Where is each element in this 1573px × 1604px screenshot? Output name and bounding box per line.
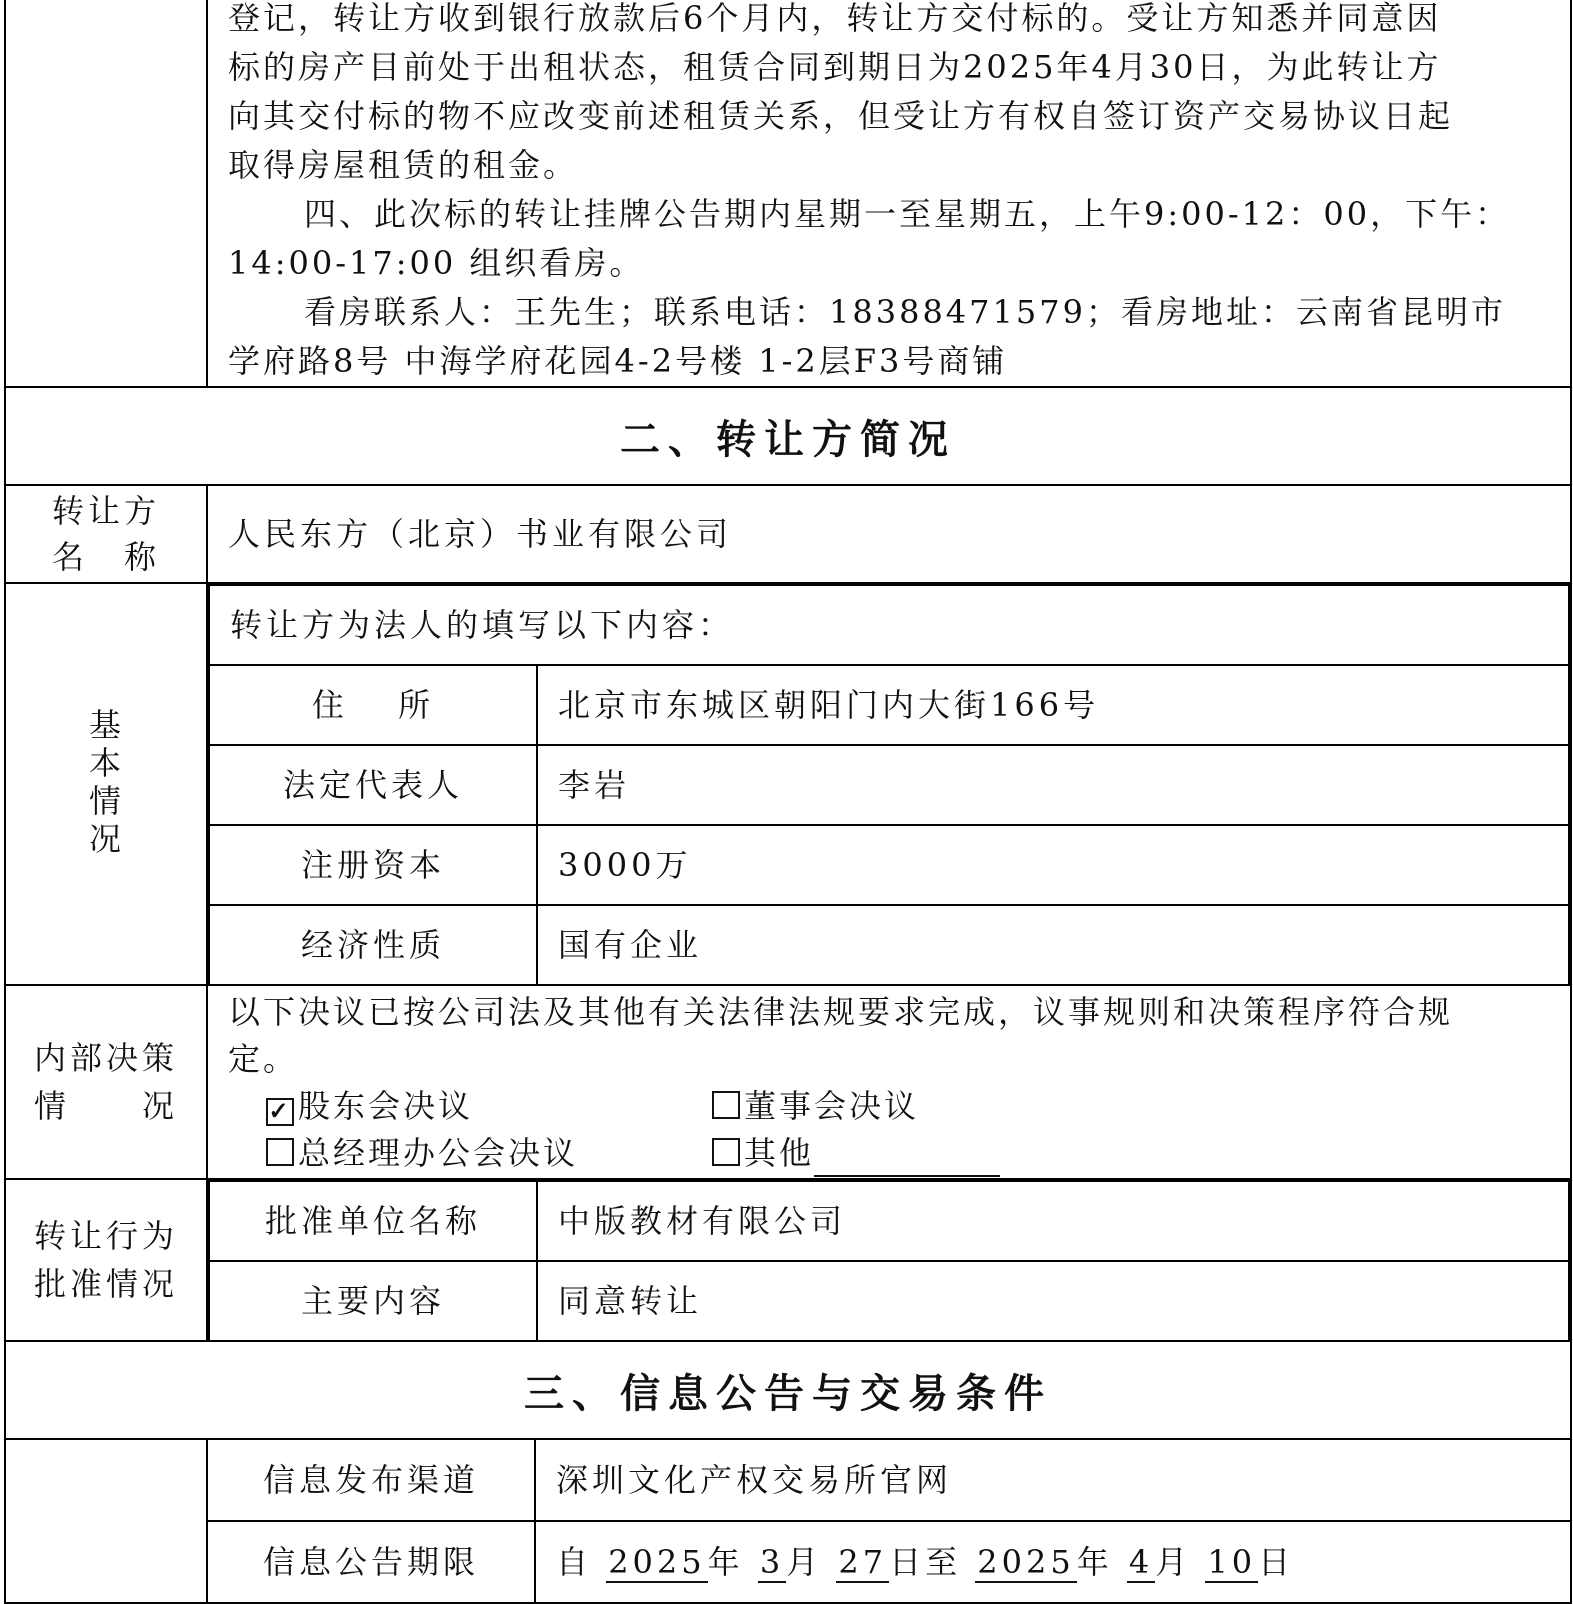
- transferor-name-label: [5, 485, 207, 583]
- basic-info-item: [209, 825, 1569, 905]
- viewing-contact-line: 看房联系人：王先生；联系电话：18388471579；看房地址：云南省昆明市: [304, 293, 1506, 331]
- channel-label: 信息发布渠道: [207, 1439, 535, 1521]
- period-label: 信息公告期限: [207, 1521, 535, 1603]
- basic-info-label-char: 况: [89, 819, 126, 858]
- basic-info-label-char: 情: [89, 781, 126, 820]
- checkbox-icon[interactable]: [712, 1138, 740, 1166]
- legal-representative-label: 法定代表人: [209, 745, 537, 825]
- viewing-address-line: 学府路8号 中海学府花园4-2号楼 1-2层F3号商铺: [228, 342, 1008, 380]
- basic-info-inner-table: [208, 584, 1570, 984]
- registered-capital-value: 3000万: [537, 825, 1569, 905]
- decision-option-label: 其他: [744, 1134, 815, 1172]
- intro-line: 向其交付标的物不应改变前述租赁关系，但受让方有权自签订资产交易协议日起: [228, 97, 1454, 135]
- period-mid: 日至: [889, 1543, 962, 1581]
- address-value: 北京市东城区朝阳门内大街166号: [537, 665, 1569, 745]
- transferor-name-row: [5, 485, 1571, 583]
- decision-statement: 定。: [228, 1040, 299, 1078]
- transferor-name-value: 人民东方（北京）书业有限公司: [207, 485, 1571, 583]
- approval-inner-table: [208, 1180, 1570, 1340]
- transferor-name-label-line1: 转让方: [51, 492, 160, 530]
- decision-option-label: 董事会决议: [744, 1087, 920, 1125]
- intro-paragraph: [207, 0, 1571, 387]
- address-label: 住 所: [209, 665, 537, 745]
- decision-options-row: [228, 1083, 1556, 1130]
- decision-option[interactable]: [712, 1130, 1000, 1177]
- day-unit: 日: [1258, 1543, 1295, 1581]
- decision-statement: 以下决议已按公司法及其他有关法律法规要求完成，议事规则和决策程序符合规: [228, 993, 1454, 1031]
- approval-unit-value: 中版教材有限公司: [537, 1181, 1569, 1261]
- section2-title: 二、转让方简况: [5, 387, 1571, 485]
- legal-representative-value: 李岩: [537, 745, 1569, 825]
- section3-row: [5, 1439, 1571, 1521]
- basic-info-label-char: 基: [89, 705, 126, 744]
- section3-left-blank: [5, 1439, 207, 1603]
- approval-row: [5, 1179, 1571, 1341]
- internal-decision-label-line1: 内部决策: [33, 1039, 178, 1077]
- approval-content-value: 同意转让: [537, 1261, 1569, 1340]
- section3-title: 三、信息公告与交易条件: [5, 1341, 1571, 1439]
- internal-decision-label-line2: 情 况: [33, 1087, 178, 1125]
- registered-capital-label: 注册资本: [209, 825, 537, 905]
- intro-left-blank: [5, 0, 207, 387]
- decision-option[interactable]: [266, 1083, 712, 1130]
- economic-nature-value: 国有企业: [537, 905, 1569, 984]
- year-unit: 年: [707, 1543, 744, 1581]
- period-prefix: 自: [556, 1543, 593, 1581]
- channel-value: 深圳文化产权交易所官网: [535, 1439, 1571, 1521]
- month-unit: 月: [786, 1543, 823, 1581]
- approval-label-line1: 转让行为: [33, 1217, 178, 1255]
- internal-decision-cell: [207, 985, 1571, 1179]
- intro-row: [5, 0, 1571, 387]
- checkbox-icon[interactable]: [712, 1091, 740, 1119]
- basic-info-label-char: 本: [89, 743, 126, 782]
- decision-option[interactable]: [712, 1083, 919, 1130]
- decision-option-label: 总经理办公会决议: [298, 1134, 579, 1172]
- other-blank-line[interactable]: [814, 1139, 1000, 1177]
- approval-cell: [207, 1179, 1571, 1341]
- decision-option[interactable]: [266, 1130, 712, 1177]
- decision-option-label: 股东会决议: [298, 1087, 474, 1125]
- basic-info-cell: [207, 583, 1571, 985]
- period-end-month: 4: [1128, 1543, 1154, 1581]
- intro-line: 登记，转让方收到银行放款后6个月内，转让方交付标的。受让方知悉并同意因: [228, 0, 1442, 37]
- basic-info-item: [209, 905, 1569, 984]
- period-end-year: 2025: [977, 1543, 1075, 1581]
- section3-row: [5, 1521, 1571, 1603]
- internal-decision-label: [5, 985, 207, 1179]
- approval-item: [209, 1261, 1569, 1340]
- period-start-month: 3: [759, 1543, 785, 1581]
- intro-line: 标的房产目前处于出租状态，租赁合同到期日为2025年4月30日，为此转让方: [228, 48, 1442, 86]
- basic-info-item: [209, 665, 1569, 745]
- approval-content-label: 主要内容: [209, 1261, 537, 1340]
- year-unit: 年: [1076, 1543, 1113, 1581]
- legal-person-note: 转让方为法人的填写以下内容：: [209, 585, 1569, 665]
- checkbox-checked-icon[interactable]: ✓: [266, 1098, 294, 1126]
- month-unit: 月: [1155, 1543, 1192, 1581]
- checkbox-icon[interactable]: [266, 1138, 294, 1166]
- announcement-form-table: [4, 0, 1572, 1604]
- approval-label-line2: 批准情况: [33, 1265, 178, 1303]
- section3-header-row: [5, 1341, 1571, 1439]
- section2-header-row: [5, 387, 1571, 485]
- economic-nature-label: 经济性质: [209, 905, 537, 984]
- viewing-schedule-line: 四、此次标的转让挂牌公告期内星期一至星期五，上午9:00-12：00，下午：: [304, 195, 1511, 233]
- basic-info-label: [5, 583, 207, 985]
- basic-info-row: [5, 583, 1571, 985]
- approval-unit-label: 批准单位名称: [209, 1181, 537, 1261]
- approval-item: [209, 1181, 1569, 1261]
- period-value: [535, 1521, 1571, 1603]
- basic-info-label-vertical: [89, 705, 126, 858]
- basic-info-item: [209, 745, 1569, 825]
- approval-label: [5, 1179, 207, 1341]
- period-start-day: 27: [838, 1543, 888, 1581]
- period-start-year: 2025: [608, 1543, 706, 1581]
- decision-options-row: [228, 1130, 1556, 1177]
- viewing-schedule-line: 14:00-17:00 组织看房。: [228, 244, 645, 282]
- intro-line: 取得房屋租赁的租金。: [228, 146, 579, 184]
- transferor-name-label-line2: 名 称: [51, 538, 160, 576]
- period-end-day: 10: [1207, 1543, 1257, 1581]
- internal-decision-row: [5, 985, 1571, 1179]
